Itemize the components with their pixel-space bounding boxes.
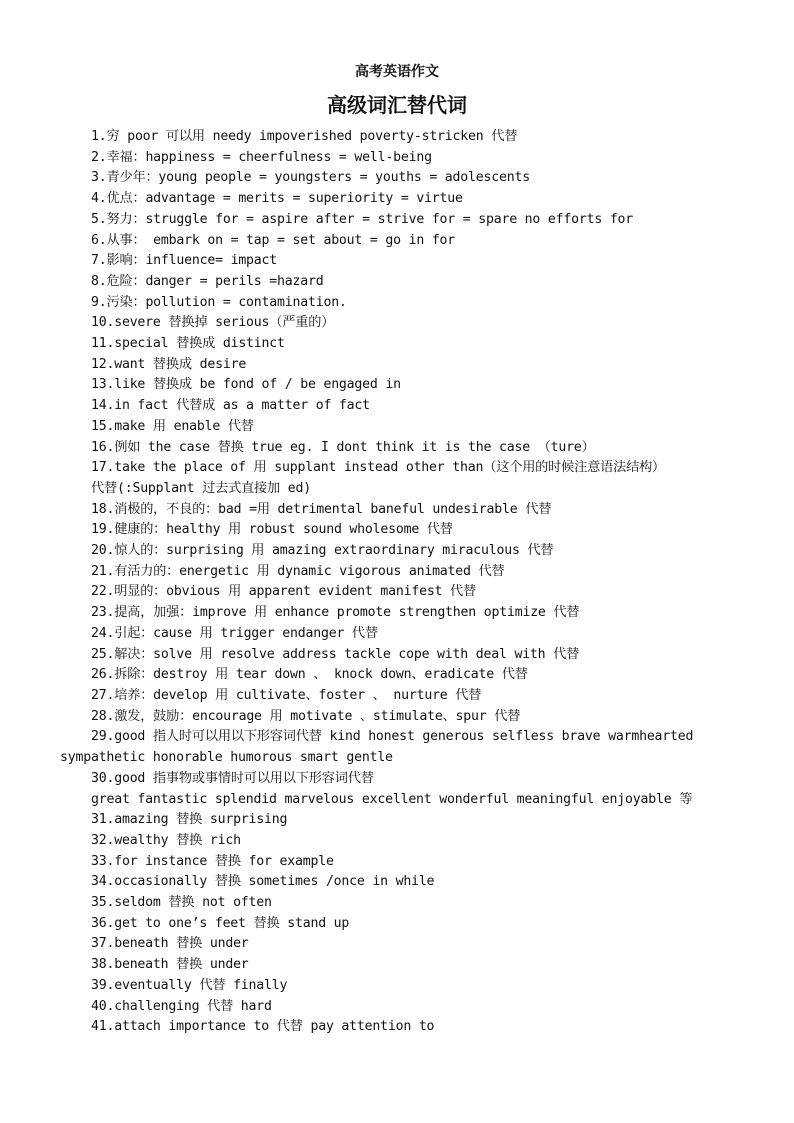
list-item: 20.惊人的：surprising 用 amazing extraordinary miraculous 代替: [91, 543, 554, 559]
list-item: 41.attach importance to 代替 pay attention to: [91, 1019, 435, 1035]
list-item: 18.消极的，不良的：bad =用 detrimental baneful undesirable 代替: [91, 501, 552, 517]
list-item: 23.提高，加强：improve 用 enhance promote strengthen optimize 代替: [91, 605, 580, 621]
list-item: 36.get to one’s feet 替换 stand up: [91, 915, 350, 931]
list-item: 17.take the place of 用 supplant instead other than（这个用的时候注意语法结构）: [91, 460, 666, 476]
list-item: 25.解决：solve 用 resolve address tackle cope with deal with 代替: [91, 646, 580, 662]
list-item: 35.seldom 替换 not often: [91, 895, 272, 911]
vocabulary-list: [60, 127, 760, 1038]
list-item: 26.拆除：destroy 用 tear down 、 knock down、eradicate 代替: [91, 667, 528, 683]
document-title: 高级词汇替代词: [327, 93, 467, 117]
list-item: 4.优点：advantage = merits = superiority = virtue: [91, 191, 463, 207]
list-item: 5.努力：struggle for = aspire after = strive for = spare no efforts for: [91, 211, 634, 227]
list-item: 28.激发，鼓励：encourage 用 motivate 、stimulate、spur 代替: [91, 708, 521, 724]
list-item: 29.good 指人时可以用以下形容词代替 kind honest generous selfless brave warmhearted: [91, 729, 694, 745]
list-item-continuation: 代替(:Supplant 过去式直接加 ed): [91, 480, 311, 496]
list-item: 2.幸福：happiness = cheerfulness = well-being: [91, 149, 432, 165]
list-item: 37.beneath 替换 under: [91, 936, 249, 952]
list-item: 3.青少年：young people = youngsters = youths = adolescents: [91, 170, 530, 186]
list-item: 10.severe 替换掉 serious（严重的）: [91, 315, 335, 331]
list-item: 9.污染：pollution = contamination.: [91, 294, 347, 310]
list-item: 24.引起：cause 用 trigger endanger 代替: [91, 625, 378, 641]
list-item: 40.challenging 代替 hard: [91, 998, 272, 1014]
list-item: 32.wealthy 替换 rich: [91, 832, 241, 848]
list-item: 27.培养：develop 用 cultivate、foster 、 nurture 代替: [91, 687, 482, 703]
list-item: 13.like 替换成 be fond of / be engaged in: [91, 377, 401, 393]
list-item: 15.make 用 enable 代替: [91, 418, 254, 434]
list-item: 19.健康的：healthy 用 robust sound wholesome 代替: [91, 522, 453, 538]
list-item: 31.amazing 替换 surprising: [91, 812, 288, 828]
list-item: 16.例如 the case 替换 true eg. I dont think it is the case （ture）: [91, 439, 595, 455]
list-item-continuation: great fantastic splendid marvelous excellent wonderful meaningful enjoyable 等: [91, 791, 693, 807]
list-item: 39.eventually 代替 finally: [91, 977, 288, 993]
list-item: 7.影响：influence= impact: [91, 253, 278, 269]
list-item: 14.in fact 代替成 as a matter of fact: [91, 398, 370, 414]
list-item: 22.明显的：obvious 用 apparent evident manifest 代替: [91, 584, 477, 600]
list-item: 21.有活力的：energetic 用 dynamic vigorous animated 代替: [91, 563, 505, 579]
list-item: 11.special 替换成 distinct: [91, 336, 285, 352]
list-item: 8.危险：danger = perils =hazard: [91, 273, 324, 289]
document-subtitle: 高考英语作文: [355, 64, 439, 80]
list-item-continuation: sympathetic honorable humorous smart gentle: [60, 750, 393, 766]
list-item: 6.从事： embark on = tap = set about = go in for: [91, 232, 456, 248]
list-item: 1.穷 poor 可以用 needy impoverished poverty-stricken 代替: [91, 129, 518, 144]
list-item: 12.want 替换成 desire: [91, 356, 247, 372]
list-item: 34.occasionally 替换 sometimes /once in while: [91, 874, 435, 890]
list-item: 38.beneath 替换 under: [91, 957, 249, 973]
list-item: 33.for instance 替换 for example: [91, 853, 334, 869]
list-item: 30.good 指事物或事情时可以用以下形容词代替: [91, 770, 374, 786]
